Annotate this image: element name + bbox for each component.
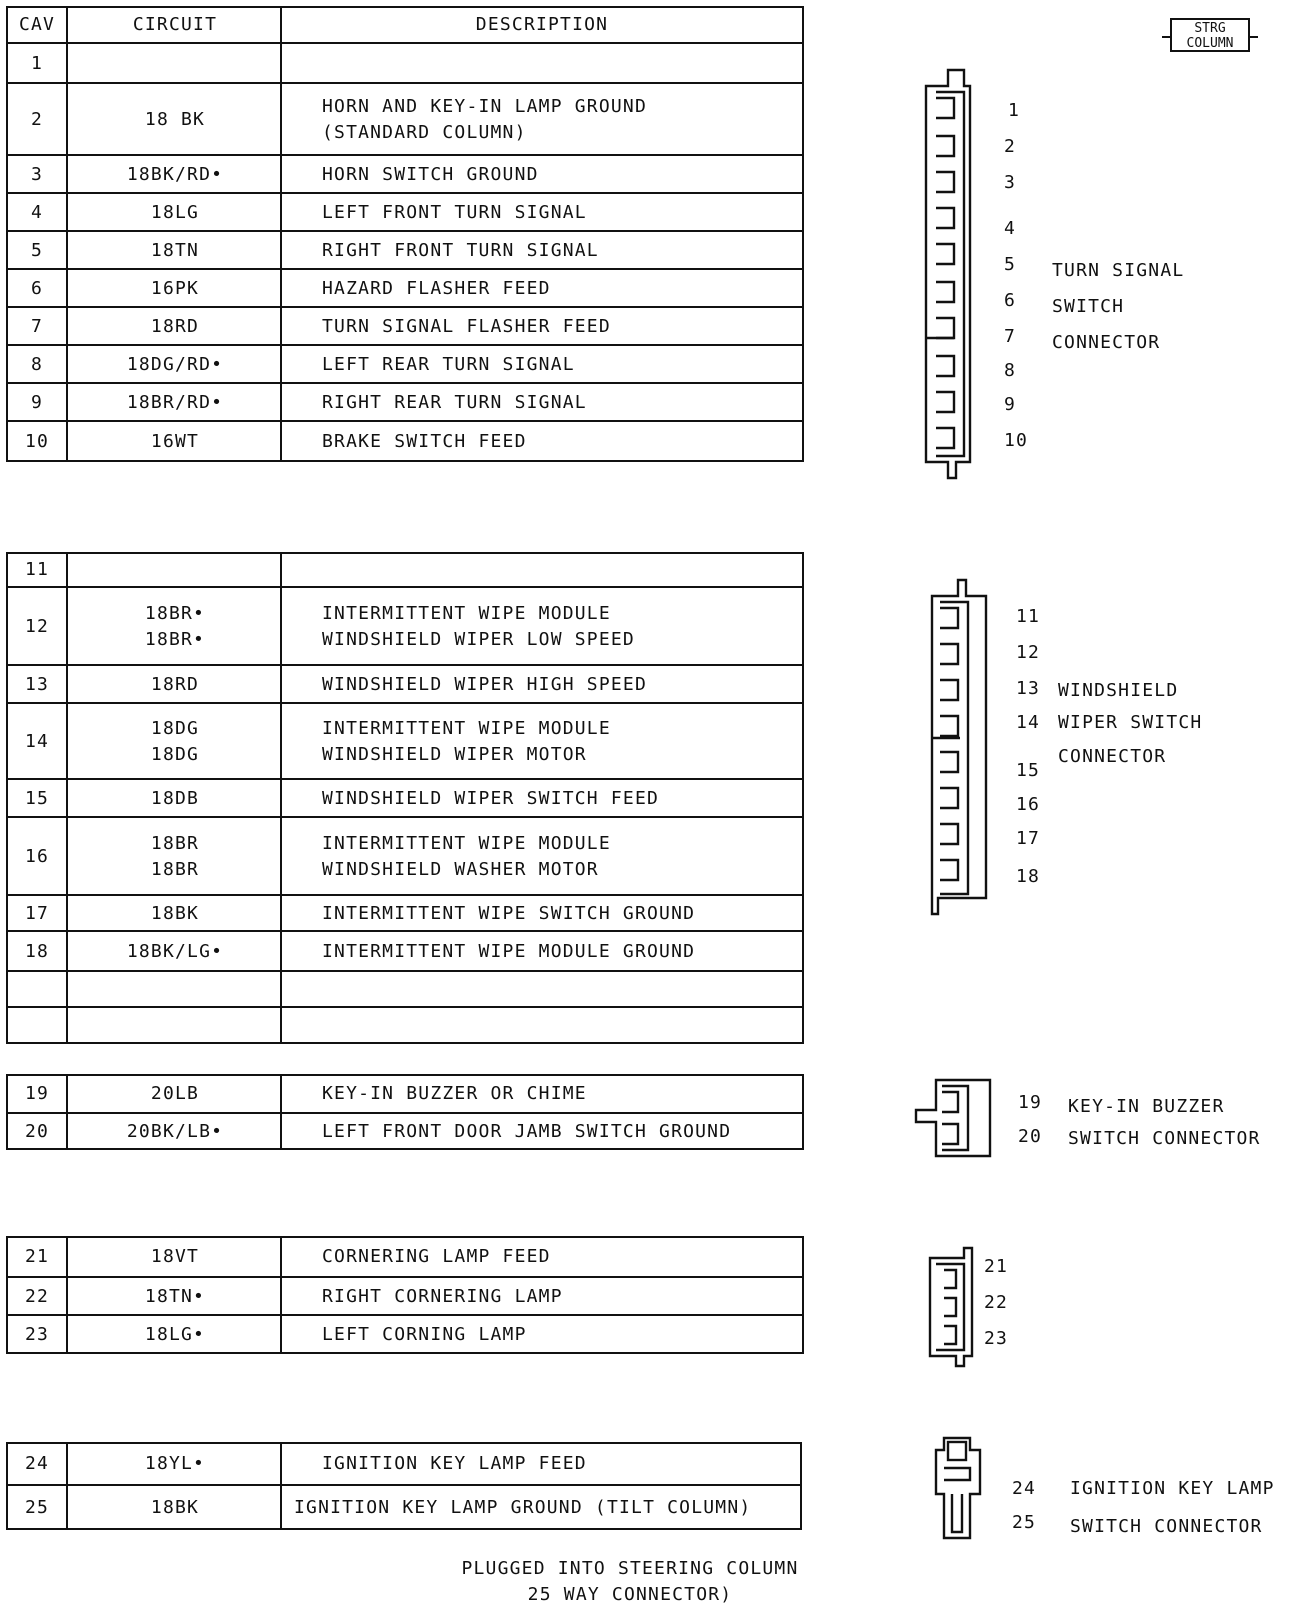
circuit-description xyxy=(280,896,802,932)
circuit-code-line: 16WT xyxy=(150,431,200,452)
circuit-code-line: 18BR xyxy=(150,833,200,854)
circuit-code xyxy=(66,818,282,896)
pin-number: 24 xyxy=(1012,1478,1037,1499)
pin-number: 14 xyxy=(1016,712,1041,733)
pin-number: 3 xyxy=(1004,172,1017,193)
pin-number: 2 xyxy=(1004,136,1017,157)
table-row xyxy=(8,1076,802,1112)
circuit-description xyxy=(280,1444,800,1484)
table-row xyxy=(8,1314,802,1354)
cornering-lamp-connector-icon xyxy=(926,1244,980,1370)
cav-number: 21 xyxy=(24,1246,50,1267)
table-header-row xyxy=(8,8,802,42)
cavity-table-1 xyxy=(6,6,804,462)
description-line: CORNERING LAMP FEED xyxy=(322,1246,551,1267)
header-description: DESCRIPTION xyxy=(280,8,802,42)
cavity-table-3 xyxy=(6,1074,804,1150)
circuit-description xyxy=(280,1008,802,1044)
pin-number: 1 xyxy=(1008,100,1021,121)
circuit-code-line: 18TN xyxy=(150,240,200,261)
cav-number: 20 xyxy=(24,1121,50,1142)
circuit-code xyxy=(66,270,282,308)
circuit-code-line: 18DG/RD• xyxy=(126,354,224,375)
description-line: LEFT FRONT TURN SIGNAL xyxy=(322,202,587,223)
footer-caption xyxy=(400,1556,860,1608)
description-line: BRAKE SWITCH FEED xyxy=(322,431,527,452)
pin-number: 20 xyxy=(1018,1126,1043,1147)
connector-label: IGNITION KEY LAMP xyxy=(1070,1478,1275,1499)
cav-number: 1 xyxy=(30,53,44,74)
circuit-code-line: 18BR/RD• xyxy=(126,392,224,413)
circuit-code xyxy=(66,194,282,232)
circuit-code-line: 18BR xyxy=(150,859,200,880)
table-row xyxy=(8,1444,800,1484)
circuit-code-line: 18BR• xyxy=(144,603,206,624)
circuit-description xyxy=(280,972,802,1008)
circuit-code xyxy=(66,156,282,194)
circuit-code xyxy=(66,666,282,704)
cav-number: 10 xyxy=(24,431,50,452)
cav-number xyxy=(8,972,66,1008)
footer-line: 25 WAY CONNECTOR) xyxy=(527,1584,733,1605)
circuit-code-line: 18DG xyxy=(150,718,200,739)
description-line: TURN SIGNAL FLASHER FEED xyxy=(322,316,611,337)
circuit-code xyxy=(66,346,282,384)
cav-number: 5 xyxy=(30,240,44,261)
connector-label: TURN SIGNAL xyxy=(1052,260,1185,281)
connector-label: CONNECTOR xyxy=(1052,332,1161,353)
circuit-description xyxy=(280,1238,802,1276)
table-row xyxy=(8,586,802,666)
cav-number: 4 xyxy=(30,202,44,223)
description-line: WINDSHIELD WASHER MOTOR xyxy=(322,859,599,880)
description-line: IGNITION KEY LAMP FEED xyxy=(322,1453,587,1474)
description-line: INTERMITTENT WIPE MODULE xyxy=(322,718,611,739)
cav-number: 13 xyxy=(24,674,50,695)
pin-number: 19 xyxy=(1018,1092,1043,1113)
cav-number: 24 xyxy=(24,1453,50,1474)
cav-number: 17 xyxy=(24,903,50,924)
circuit-description xyxy=(280,84,802,156)
circuit-code xyxy=(66,384,282,422)
circuit-code xyxy=(66,1114,282,1150)
circuit-description xyxy=(280,1316,802,1354)
cav-number: 23 xyxy=(24,1324,50,1345)
pin-number: 21 xyxy=(984,1256,1009,1277)
circuit-code-line: 18RD xyxy=(150,674,200,695)
table-row xyxy=(8,42,802,84)
circuit-code xyxy=(66,896,282,932)
badge-line: COLUMN xyxy=(1186,36,1234,51)
cavity-table-4 xyxy=(6,1236,804,1354)
description-line: WINDSHIELD WIPER LOW SPEED xyxy=(322,629,635,650)
circuit-description xyxy=(280,232,802,270)
circuit-code xyxy=(66,704,282,780)
cav-number: 19 xyxy=(24,1083,50,1104)
pin-number: 7 xyxy=(1004,326,1017,347)
pin-number: 10 xyxy=(1004,430,1029,451)
table-row xyxy=(8,1006,802,1044)
circuit-description xyxy=(280,666,802,704)
footer-line: PLUGGED INTO STEERING COLUMN xyxy=(461,1558,799,1579)
cav-number: 16 xyxy=(24,846,50,867)
circuit-code-line: 16PK xyxy=(150,278,200,299)
circuit-code xyxy=(66,1486,282,1530)
circuit-description xyxy=(280,156,802,194)
cav-number: 18 xyxy=(24,941,50,962)
cav-number: 11 xyxy=(24,559,50,580)
circuit-code-line: 20BK/LB• xyxy=(126,1121,224,1142)
table-row xyxy=(8,382,802,422)
cav-number: 3 xyxy=(30,164,44,185)
table-row xyxy=(8,930,802,972)
table-row xyxy=(8,82,802,156)
table-row xyxy=(8,970,802,1008)
circuit-code-line: 18DB xyxy=(150,788,200,809)
circuit-code xyxy=(66,932,282,972)
circuit-description xyxy=(280,384,802,422)
connector-label: KEY-IN BUZZER xyxy=(1068,1096,1225,1117)
circuit-code xyxy=(66,422,282,462)
circuit-code-line: 18TN• xyxy=(144,1286,206,1307)
pin-number: 11 xyxy=(1016,606,1041,627)
circuit-description xyxy=(280,1278,802,1316)
circuit-description xyxy=(280,1486,800,1530)
circuit-code-line: 18VT xyxy=(150,1246,200,1267)
table-row xyxy=(8,554,802,586)
description-line: WINDSHIELD WIPER HIGH SPEED xyxy=(322,674,647,695)
table-row xyxy=(8,1238,802,1276)
pin-number: 12 xyxy=(1016,642,1041,663)
description-line: INTERMITTENT WIPE MODULE xyxy=(322,603,611,624)
cav-number: 12 xyxy=(24,616,50,637)
pin-number: 15 xyxy=(1016,760,1041,781)
pin-number: 8 xyxy=(1004,360,1017,381)
wiper-switch-connector-icon xyxy=(928,576,994,920)
description-line: LEFT REAR TURN SIGNAL xyxy=(322,354,575,375)
table-row xyxy=(8,1112,802,1150)
cav-number: 6 xyxy=(30,278,44,299)
circuit-code-line: 20LB xyxy=(150,1083,200,1104)
circuit-code xyxy=(66,1316,282,1354)
description-line: RIGHT CORNERING LAMP xyxy=(322,1286,563,1307)
connector-label: WINDSHIELD xyxy=(1058,680,1179,701)
pin-number: 17 xyxy=(1016,828,1041,849)
circuit-code xyxy=(66,780,282,818)
circuit-description xyxy=(280,346,802,384)
pin-number: 16 xyxy=(1016,794,1041,815)
circuit-code-line: 18BK/LG• xyxy=(126,941,224,962)
cav-number xyxy=(8,1008,66,1044)
table-row xyxy=(8,1484,800,1530)
cav-number: 2 xyxy=(30,109,44,130)
circuit-code-line: 18LG xyxy=(150,202,200,223)
pin-number: 4 xyxy=(1004,218,1017,239)
table-row xyxy=(8,702,802,780)
circuit-description xyxy=(280,308,802,346)
circuit-description xyxy=(280,818,802,896)
table-row xyxy=(8,816,802,896)
circuit-code xyxy=(66,972,282,1008)
pin-number: 13 xyxy=(1016,678,1041,699)
circuit-code xyxy=(66,1076,282,1112)
pin-number: 25 xyxy=(1012,1512,1037,1533)
ignition-key-lamp-connector-icon xyxy=(932,1434,988,1542)
description-line: RIGHT REAR TURN SIGNAL xyxy=(322,392,587,413)
cav-number: 14 xyxy=(24,731,50,752)
cav-number: 7 xyxy=(30,316,44,337)
cav-number: 15 xyxy=(24,788,50,809)
description-line: RIGHT FRONT TURN SIGNAL xyxy=(322,240,599,261)
circuit-description xyxy=(280,588,802,666)
cav-number: 22 xyxy=(24,1286,50,1307)
key-in-buzzer-connector-icon xyxy=(912,1076,992,1160)
description-line: HAZARD FLASHER FEED xyxy=(322,278,551,299)
table-row xyxy=(8,894,802,932)
cav-number: 9 xyxy=(30,392,44,413)
circuit-code xyxy=(66,308,282,346)
table-row xyxy=(8,192,802,232)
circuit-description xyxy=(280,422,802,462)
circuit-description xyxy=(280,1114,802,1150)
circuit-code-line: 18BK xyxy=(150,903,200,924)
description-line: WINDSHIELD WIPER SWITCH FEED xyxy=(322,788,660,809)
description-line: LEFT FRONT DOOR JAMB SWITCH GROUND xyxy=(322,1121,732,1142)
circuit-code xyxy=(66,1278,282,1316)
circuit-code xyxy=(66,232,282,270)
table-row xyxy=(8,230,802,270)
cavity-table-5 xyxy=(6,1442,802,1530)
circuit-code-line: 18BK xyxy=(150,1497,200,1518)
header-circuit: CIRCUIT xyxy=(66,8,282,42)
connector-label: SWITCH CONNECTOR xyxy=(1068,1128,1261,1149)
circuit-code-line: 18BK/RD• xyxy=(126,164,224,185)
table-row xyxy=(8,664,802,704)
circuit-code xyxy=(66,1444,282,1484)
circuit-code-line: 18LG• xyxy=(144,1324,206,1345)
table-row xyxy=(8,1276,802,1316)
pin-number: 6 xyxy=(1004,290,1017,311)
description-line: INTERMITTENT WIPE MODULE GROUND xyxy=(322,941,696,962)
connector-label: WIPER SWITCH xyxy=(1058,712,1203,733)
circuit-code-line: 18BR• xyxy=(144,629,206,650)
circuit-code xyxy=(66,1238,282,1276)
circuit-code-line: 18DG xyxy=(150,744,200,765)
description-line: LEFT CORNING LAMP xyxy=(322,1324,527,1345)
connector-label: SWITCH xyxy=(1052,296,1125,317)
cav-number: 25 xyxy=(24,1497,50,1518)
circuit-code-line: 18RD xyxy=(150,316,200,337)
circuit-description xyxy=(280,44,802,84)
description-line: HORN SWITCH GROUND xyxy=(322,164,539,185)
badge-line: STRG xyxy=(1194,21,1226,36)
header-cav: CAV xyxy=(18,14,56,35)
description-line: INTERMITTENT WIPE SWITCH GROUND xyxy=(322,903,696,924)
strg-column-badge xyxy=(1170,18,1250,52)
circuit-description xyxy=(280,194,802,232)
circuit-code-line: 18YL• xyxy=(144,1453,206,1474)
circuit-code xyxy=(66,44,282,84)
cav-number: 8 xyxy=(30,354,44,375)
pin-number: 5 xyxy=(1004,254,1017,275)
circuit-description xyxy=(280,780,802,818)
circuit-code xyxy=(66,1008,282,1044)
description-line: INTERMITTENT WIPE MODULE xyxy=(322,833,611,854)
circuit-description xyxy=(280,554,802,586)
table-row xyxy=(8,306,802,346)
pin-number: 23 xyxy=(984,1328,1009,1349)
cavity-table-2 xyxy=(6,552,804,1044)
table-row xyxy=(8,154,802,194)
circuit-description xyxy=(280,270,802,308)
circuit-code xyxy=(66,84,282,156)
circuit-description xyxy=(280,704,802,780)
pin-number: 9 xyxy=(1004,394,1017,415)
description-line: IGNITION KEY LAMP GROUND (TILT COLUMN) xyxy=(294,1497,752,1518)
table-row xyxy=(8,268,802,308)
pin-number: 18 xyxy=(1016,866,1041,887)
description-line: HORN AND KEY-IN LAMP GROUND xyxy=(322,96,647,117)
description-line: WINDSHIELD WIPER MOTOR xyxy=(322,744,587,765)
circuit-code xyxy=(66,554,282,586)
connector-label: SWITCH CONNECTOR xyxy=(1070,1516,1263,1537)
circuit-code xyxy=(66,588,282,666)
circuit-code-line: 18 BK xyxy=(144,109,206,130)
description-line: (STANDARD COLUMN) xyxy=(322,122,527,143)
table-row xyxy=(8,420,802,462)
turn-signal-connector-icon xyxy=(922,66,992,482)
table-row xyxy=(8,778,802,818)
connector-label: CONNECTOR xyxy=(1058,746,1167,767)
circuit-description xyxy=(280,1076,802,1112)
table-row xyxy=(8,344,802,384)
pin-number: 22 xyxy=(984,1292,1009,1313)
circuit-description xyxy=(280,932,802,972)
description-line: KEY-IN BUZZER OR CHIME xyxy=(322,1083,587,1104)
